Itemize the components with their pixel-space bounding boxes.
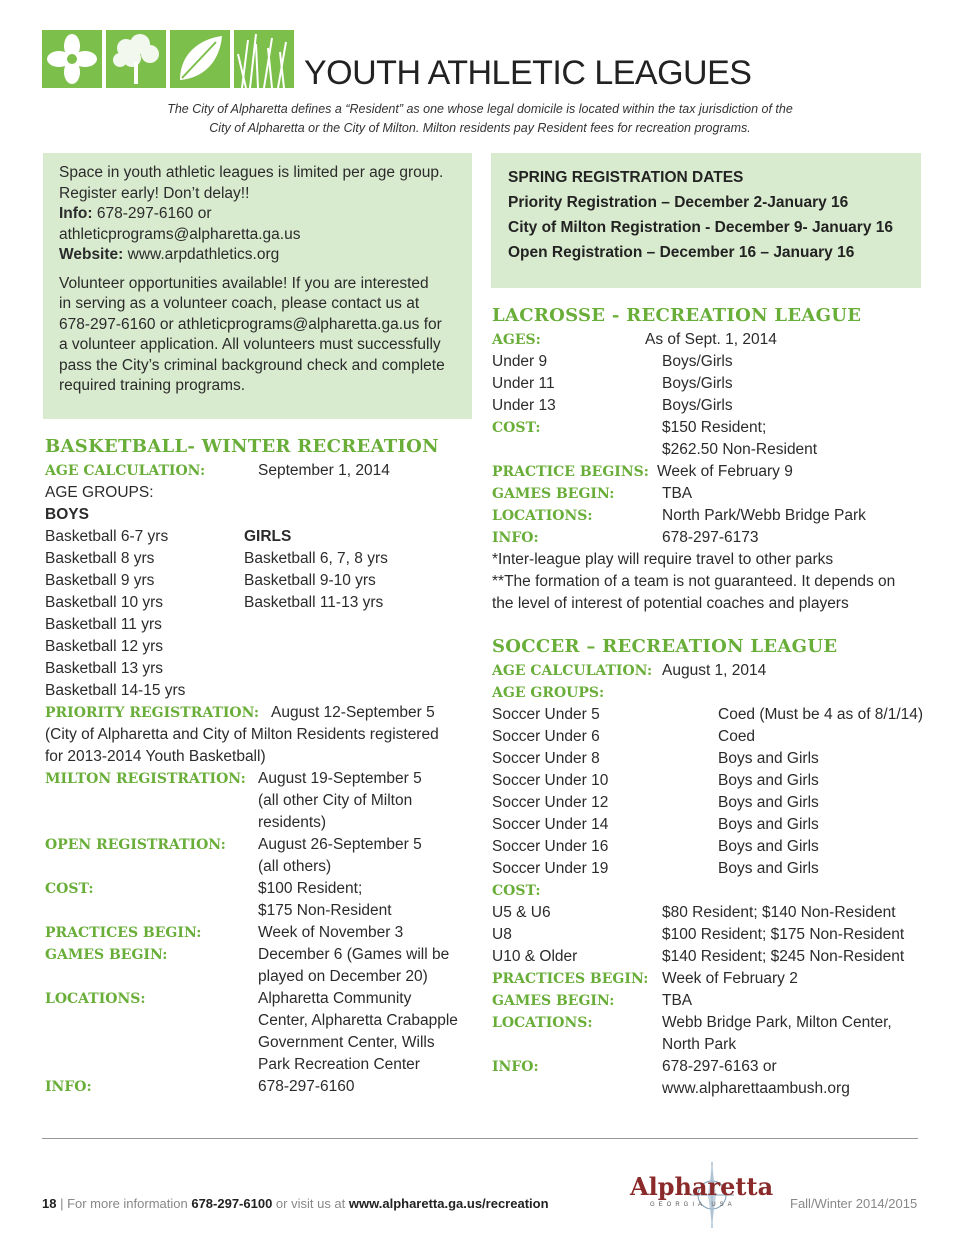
locations-label: LOCATIONS: [492,1015,593,1031]
cost-price: $80 Resident; $140 Non-Resident [662,904,896,921]
info-label: INFO: [492,1059,539,1075]
practices-value: Week of November 3 [258,924,404,941]
season-label: Fall/Winter 2014/2015 [790,1196,918,1211]
page-number: 18 [42,1196,57,1211]
website-link[interactable]: www.arpdathletics.org [127,246,280,263]
soccer-type: Coed [718,728,756,745]
spring-date: City of Milton Registration - December 9- January 16 [508,219,894,236]
boys-group: Basketball 13 yrs [45,660,164,677]
locations-label: LOCATIONS: [492,508,593,524]
info-text: Register early! Don’t delay!! [59,184,250,202]
cost-group: U8 [492,926,512,943]
info-link[interactable]: www.alpharettaambush.org [662,1080,850,1097]
games-value: December 6 (Games will be [258,946,450,963]
cost-price: $140 Resident; $245 Non-Resident [662,948,905,965]
age-calc-label: AGE CALCULATION: [45,463,206,479]
soccer-type: Boys and Girls [718,750,819,767]
section-title: BASKETBALL- WINTER RECREATION [45,436,439,457]
cost-value: $175 Non-Resident [258,902,392,919]
website-label: Website: [59,246,124,263]
boys-group: Basketball 9 yrs [45,572,155,589]
lacrosse-age: Under 9 [492,353,548,370]
locations-value: Government Center, Wills [258,1034,435,1051]
info-label: Info: [59,205,93,222]
cost-label: COST: [492,883,541,899]
flower-icon [42,30,102,88]
info-email[interactable]: athleticprograms@alpharetta.ga.us [59,225,301,243]
soccer-type: Coed (Must be 4 as of 8/1/14) [718,706,924,723]
boys-group: Basketball 6-7 yrs [45,528,169,545]
lacrosse-note: the level of interest of potential coaches and players [492,595,849,612]
games-value: TBA [662,992,693,1009]
boys-group: Basketball 8 yrs [45,550,155,567]
girls-heading: GIRLS [244,528,292,545]
games-label: GAMES BEGIN: [45,947,168,963]
footer-text: or visit us at [272,1196,349,1211]
lacrosse-age: Under 11 [492,375,555,392]
info-text: Space in youth athletic leagues is limited per age group. [59,164,444,181]
age-groups-label: AGE GROUPS: [492,685,605,701]
soccer-age: Soccer Under 5 [492,706,600,723]
soccer-section [492,636,922,1100]
resident-definition [100,100,860,138]
games-label: GAMES BEGIN: [492,486,615,502]
locations-value: North Park/Webb Bridge Park [662,507,866,524]
ages-label: AGES: [492,332,541,348]
soccer-type: Boys and Girls [718,838,819,855]
soccer-age: Soccer Under 19 [492,860,609,877]
cost-group: U5 & U6 [492,904,551,921]
boys-group: Basketball 11 yrs [45,616,162,633]
locations-label: LOCATIONS: [45,991,146,1007]
practice-label: PRACTICE BEGINS: [492,464,649,480]
info-label: INFO: [45,1079,92,1095]
practices-label: PRACTICES BEGIN: [492,971,649,987]
soccer-age: Soccer Under 6 [492,728,600,745]
alpharetta-logo [630,1160,774,1230]
open-value: August 26-September 5 [258,836,422,853]
cost-value: $262.50 Non-Resident [662,441,818,458]
cost-label: COST: [45,881,94,897]
priority-label: PRIORITY REGISTRATION: [45,705,260,721]
spring-date: Open Registration – December 16 – January 16 [508,244,855,261]
info-phone: 678-297-6160 or [96,205,212,222]
spring-title: SPRING REGISTRATION DATES [508,169,744,186]
subtitle-line: The City of Alpharetta defines a “Resident” as one whose legal domicile is located within the tax jurisdiction of the [167,102,793,116]
soccer-type: Boys and Girls [718,816,819,833]
priority-note: for 2013-2014 Youth Basketball) [45,748,266,765]
games-value: TBA [662,485,693,502]
locations-value: Webb Bridge Park, Milton Center, [662,1014,892,1031]
locations-value: Center, Alpharetta Crabapple [258,1012,458,1029]
tree-icon [106,30,166,88]
locations-value: Alpharetta Community [258,990,412,1007]
boys-group: Basketball 12 yrs [45,638,164,655]
volunteer-text: a volunteer application. All volunteers must successfully [59,336,441,353]
lacrosse-section [492,305,922,615]
grass-icon [234,30,294,88]
age-groups-label: AGE GROUPS: [45,484,154,501]
soccer-age: Soccer Under 16 [492,838,609,855]
practice-value: Week of February 9 [657,463,793,480]
boys-group: Basketball 14-15 yrs [45,682,186,699]
locations-value: North Park [662,1036,737,1053]
spring-date: Priority Registration – December 2-January 16 [508,194,849,211]
footer-url[interactable]: www.alpharetta.ga.us/recreation [348,1196,549,1211]
girls-group: Basketball 9-10 yrs [244,572,376,589]
soccer-type: Boys and Girls [718,794,819,811]
games-label: GAMES BEGIN: [492,993,615,1009]
lacrosse-type: Boys/Girls [662,397,733,414]
milton-value: August 19-September 5 [258,770,422,787]
info-value: 678-297-6163 or [662,1058,777,1075]
age-calc-value: September 1, 2014 [258,462,390,479]
lacrosse-type: Boys/Girls [662,375,733,392]
footer-info [42,1196,549,1211]
lacrosse-note: *Inter-league play will require travel to other parks [492,551,834,568]
volunteer-text: in serving as a volunteer coach, please contact us at [59,295,420,312]
website-line [59,245,456,266]
open-label: OPEN REGISTRATION: [45,837,226,853]
milton-value: (all other City of Milton [258,792,413,809]
girls-group: Basketball 6, 7, 8 yrs [244,550,388,567]
footer-text: | For more information [56,1196,192,1211]
practices-value: Week of February 2 [662,970,798,987]
milton-value: residents) [258,814,327,831]
soccer-age: Soccer Under 8 [492,750,600,767]
basketball-section [45,436,475,1098]
soccer-type: Boys and Girls [718,772,819,789]
milton-label: MILTON REGISTRATION: [45,771,246,787]
info-label: INFO: [492,530,539,546]
cost-price: $100 Resident; $175 Non-Resident [662,926,905,943]
age-calc-label: AGE CALCULATION: [492,663,653,679]
volunteer-text: Volunteer opportunities available! If you are interested [59,274,429,292]
volunteer-text: 678-297-6160 or athleticprograms@alpharetta.ga.us for [59,315,442,333]
section-title: SOCCER – RECREATION LEAGUE [492,636,838,657]
boys-heading: BOYS [45,506,89,523]
cost-value: $150 Resident; [662,419,767,436]
info-contact [59,204,456,225]
soccer-age: Soccer Under 14 [492,816,609,833]
logo-subtext: GEORGIA USA [650,1202,736,1208]
priority-note: (City of Alpharetta and City of Milton Residents registered [45,726,439,743]
subtitle-line: City of Alpharetta or the City of Milton. Milton residents pay Resident fees for recreation programs. [209,121,751,135]
priority-value: August 12-September 5 [271,704,435,721]
info-value: 678-297-6173 [662,529,759,546]
soccer-age: Soccer Under 12 [492,794,609,811]
locations-value: Park Recreation Center [258,1056,420,1073]
soccer-type: Boys and Girls [718,860,819,877]
page-title: YOUTH ATHLETIC LEAGUES [304,54,752,92]
open-value: (all others) [258,858,332,875]
ages-value: As of Sept. 1, 2014 [645,331,777,348]
footer-divider [42,1138,918,1139]
soccer-age: Soccer Under 10 [492,772,609,789]
practices-label: PRACTICES BEGIN: [45,925,202,941]
games-value: played on December 20) [258,968,428,985]
cost-value: $100 Resident; [258,880,363,897]
boys-group: Basketball 10 yrs [45,594,164,611]
header-icons [42,30,294,88]
lacrosse-age: Under 13 [492,397,556,414]
lacrosse-note: **The formation of a team is not guaranteed. It depends on [492,573,896,590]
spring-registration-box [491,153,921,288]
info-value: 678-297-6160 [258,1078,355,1095]
age-calc-value: August 1, 2014 [662,662,767,679]
cost-label: COST: [492,420,541,436]
volunteer-text: pass the City’s criminal background check and complete [59,356,445,374]
girls-group: Basketball 11-13 yrs [244,594,384,611]
cost-group: U10 & Older [492,948,578,965]
volunteer-text: required training programs. [59,377,246,394]
footer-phone: 678-297-6100 [191,1196,273,1211]
section-title: LACROSSE - RECREATION LEAGUE [492,305,862,326]
athletics-info-box [43,153,472,419]
lacrosse-type: Boys/Girls [662,353,733,370]
logo-text: Alpharetta [630,1172,774,1201]
leaf-icon [170,30,230,88]
